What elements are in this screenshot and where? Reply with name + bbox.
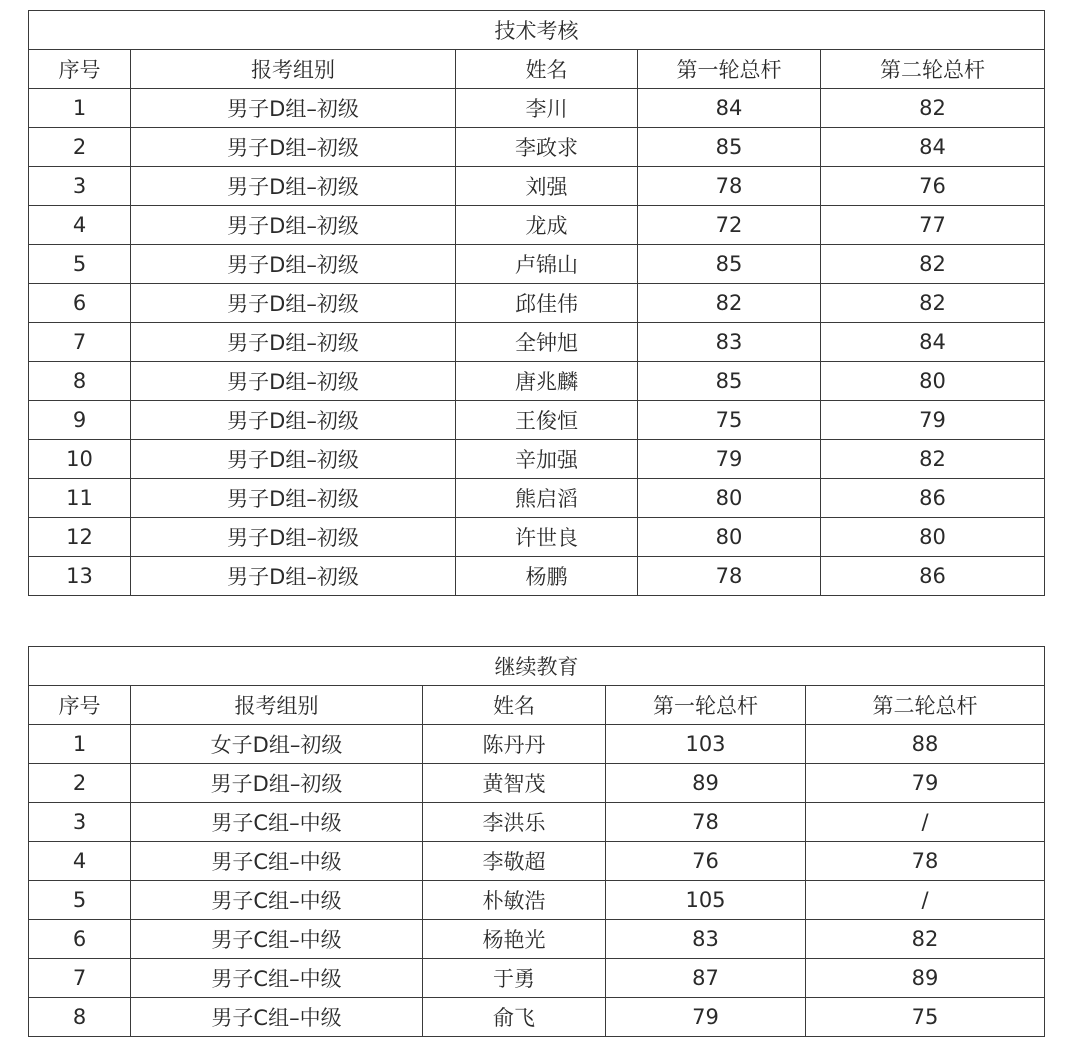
cell-round2: 80 [821,518,1045,557]
table-header-row [29,686,1045,725]
cell-name: 杨艳光 [423,920,606,959]
cell-name: 杨鹏 [456,557,638,596]
table-title: 继续教育 [29,647,1045,686]
cell-name: 刘强 [456,167,638,206]
table-title-row [29,11,1045,50]
cell-index: 11 [29,479,131,518]
cell-round1: 79 [638,440,821,479]
cell-round1: 78 [606,803,806,842]
cell-group: 男子D组–初级 [131,89,456,128]
cell-round2: / [806,803,1045,842]
cell-round2: 77 [821,206,1045,245]
cell-index: 4 [29,206,131,245]
cell-round1: 85 [638,362,821,401]
table-row [29,959,1045,998]
cell-round2: 82 [806,920,1045,959]
cell-round1: 85 [638,245,821,284]
cell-name: 朴敏浩 [423,881,606,920]
cell-round1: 82 [638,284,821,323]
cell-index: 1 [29,89,131,128]
cell-index: 6 [29,920,131,959]
table-row [29,764,1045,803]
cell-group: 男子D组–初级 [131,557,456,596]
cell-group: 男子D组–初级 [131,245,456,284]
cell-group: 男子D组–初级 [131,323,456,362]
table-row [29,401,1045,440]
cell-round1: 87 [606,959,806,998]
cell-group: 男子C组–中级 [131,920,423,959]
cell-round2: 78 [806,842,1045,881]
cell-round1: 76 [606,842,806,881]
table-row [29,206,1045,245]
table-header-row [29,50,1045,89]
cell-round1: 83 [638,323,821,362]
cell-name: 辛加强 [456,440,638,479]
cell-index: 8 [29,998,131,1037]
cell-round2: 80 [821,362,1045,401]
column-header-group: 报考组别 [131,50,456,89]
cell-name: 许世良 [456,518,638,557]
cell-group: 男子D组–初级 [131,764,423,803]
column-header-index: 序号 [29,50,131,89]
cell-round1: 78 [638,167,821,206]
cell-round2: 86 [821,557,1045,596]
cell-round2: 84 [821,323,1045,362]
cell-round2: 84 [821,128,1045,167]
technical-assessment-table [28,10,1045,596]
cell-group: 男子C组–中级 [131,842,423,881]
cell-round1: 75 [638,401,821,440]
cell-group: 男子D组–初级 [131,518,456,557]
table-title: 技术考核 [29,11,1045,50]
cell-group: 男子D组–初级 [131,128,456,167]
column-header-round2: 第二轮总杆 [806,686,1045,725]
cell-index: 3 [29,803,131,842]
cell-group: 男子C组–中级 [131,881,423,920]
table-row [29,842,1045,881]
table-body [29,89,1045,596]
cell-name: 于勇 [423,959,606,998]
cell-name: 全钟旭 [456,323,638,362]
table-title-row [29,647,1045,686]
cell-round2: 82 [821,89,1045,128]
table-row [29,518,1045,557]
cell-index: 10 [29,440,131,479]
cell-index: 5 [29,245,131,284]
cell-name: 黄智茂 [423,764,606,803]
column-header-round1: 第一轮总杆 [638,50,821,89]
cell-round1: 103 [606,725,806,764]
column-header-index: 序号 [29,686,131,725]
cell-group: 男子D组–初级 [131,479,456,518]
cell-round1: 89 [606,764,806,803]
cell-group: 男子C组–中级 [131,959,423,998]
cell-group: 女子D组–初级 [131,725,423,764]
cell-index: 13 [29,557,131,596]
continuing-education-table [28,646,1045,1037]
cell-group: 男子C组–中级 [131,803,423,842]
cell-index: 8 [29,362,131,401]
cell-group: 男子D组–初级 [131,167,456,206]
column-header-name: 姓名 [423,686,606,725]
cell-round1: 80 [638,518,821,557]
cell-name: 王俊恒 [456,401,638,440]
cell-name: 卢锦山 [456,245,638,284]
cell-index: 9 [29,401,131,440]
cell-round2: 88 [806,725,1045,764]
cell-name: 李洪乐 [423,803,606,842]
cell-round2: 79 [806,764,1045,803]
cell-round1: 85 [638,128,821,167]
cell-index: 4 [29,842,131,881]
table-row [29,284,1045,323]
cell-round2: 82 [821,440,1045,479]
table-row [29,479,1045,518]
cell-round1: 105 [606,881,806,920]
column-header-round1: 第一轮总杆 [606,686,806,725]
cell-index: 2 [29,128,131,167]
cell-name: 陈丹丹 [423,725,606,764]
cell-index: 7 [29,959,131,998]
table-row [29,557,1045,596]
cell-round2: 82 [821,245,1045,284]
table-row [29,362,1045,401]
cell-name: 李敬超 [423,842,606,881]
table-row [29,998,1045,1037]
table-row [29,167,1045,206]
table-row [29,803,1045,842]
cell-name: 邱佳伟 [456,284,638,323]
cell-name: 龙成 [456,206,638,245]
cell-index: 5 [29,881,131,920]
cell-name: 熊启滔 [456,479,638,518]
table-row [29,725,1045,764]
cell-round2: / [806,881,1045,920]
cell-round2: 89 [806,959,1045,998]
column-header-name: 姓名 [456,50,638,89]
cell-round1: 84 [638,89,821,128]
cell-name: 俞飞 [423,998,606,1037]
cell-round2: 86 [821,479,1045,518]
cell-group: 男子D组–初级 [131,401,456,440]
cell-group: 男子D组–初级 [131,440,456,479]
cell-index: 12 [29,518,131,557]
cell-name: 李政求 [456,128,638,167]
cell-round1: 83 [606,920,806,959]
cell-index: 6 [29,284,131,323]
cell-group: 男子D组–初级 [131,206,456,245]
cell-index: 7 [29,323,131,362]
cell-group: 男子D组–初级 [131,362,456,401]
cell-group: 男子C组–中级 [131,998,423,1037]
cell-round2: 79 [821,401,1045,440]
cell-round2: 82 [821,284,1045,323]
cell-round1: 78 [638,557,821,596]
cell-round2: 76 [821,167,1045,206]
cell-index: 1 [29,725,131,764]
table-row [29,245,1045,284]
table-row [29,323,1045,362]
table-body [29,725,1045,1037]
cell-round1: 72 [638,206,821,245]
cell-name: 唐兆麟 [456,362,638,401]
table-row [29,440,1045,479]
column-header-round2: 第二轮总杆 [821,50,1045,89]
column-header-group: 报考组别 [131,686,423,725]
cell-group: 男子D组–初级 [131,284,456,323]
table-row [29,920,1045,959]
cell-round2: 75 [806,998,1045,1037]
table-row [29,128,1045,167]
cell-round1: 79 [606,998,806,1037]
table-row [29,89,1045,128]
cell-round1: 80 [638,479,821,518]
table-row [29,881,1045,920]
cell-index: 3 [29,167,131,206]
cell-index: 2 [29,764,131,803]
cell-name: 李川 [456,89,638,128]
